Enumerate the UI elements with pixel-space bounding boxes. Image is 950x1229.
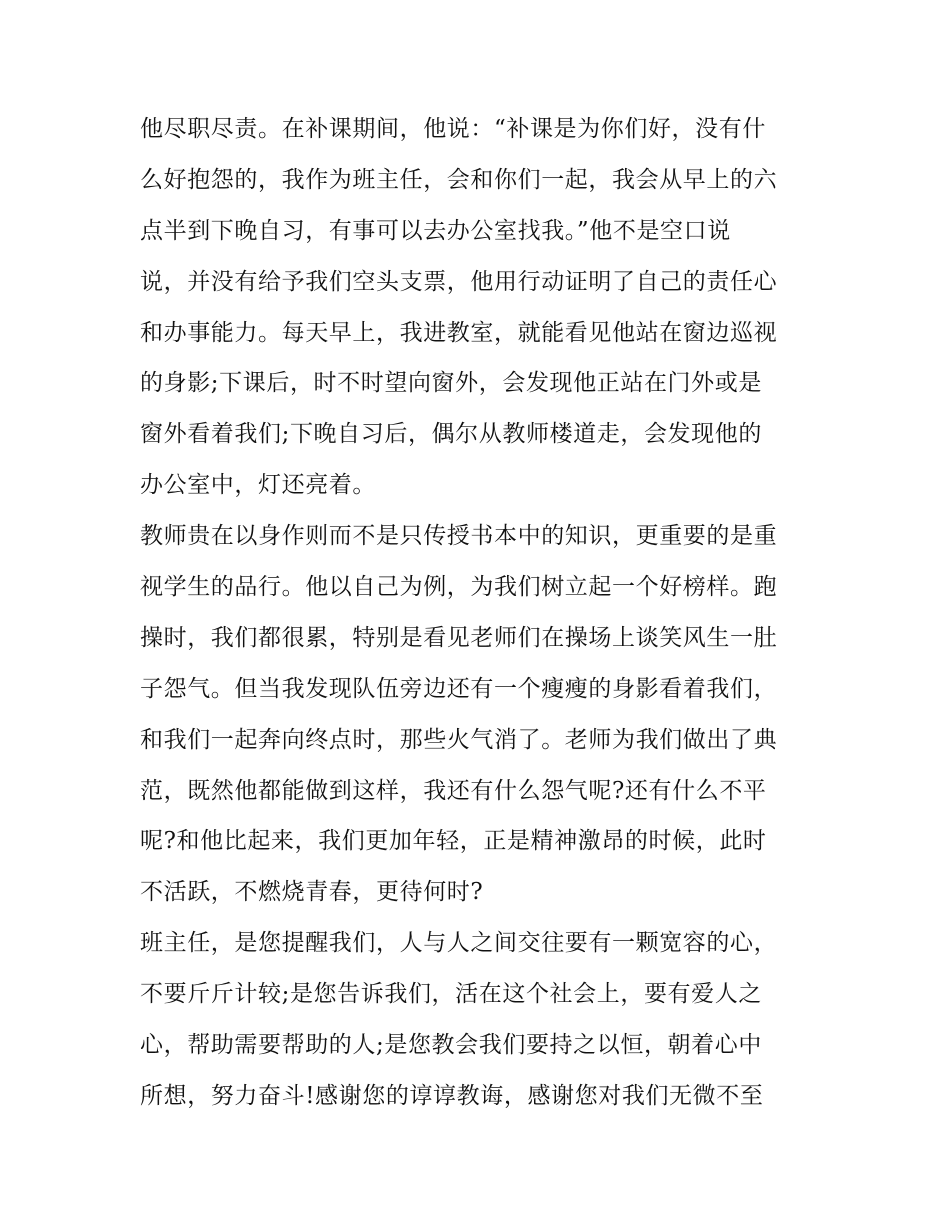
text-line: 点半到下晚自习，有事可以去办公室找我。”他不是空口说	[140, 217, 731, 244]
text-line: 办公室中，灯还亮着。	[140, 472, 376, 499]
text-line: 范，既然他都能做到这样，我还有什么怨气呢?还有什么不平	[140, 777, 767, 804]
text-line: 心，帮助需要帮助的人;是您教会我们要持之以恒，朝着心中	[140, 1032, 762, 1059]
text-line: 他尽职尽责。在补课期间，他说：“补课是为你们好，没有什	[140, 116, 766, 142]
text-line: 和办事能力。每天早上，我进教室，就能看见他站在窗边巡视	[140, 319, 778, 346]
text-line: 么好抱怨的，我作为班主任，会和你们一起，我会从早上的六	[140, 166, 778, 193]
text-line: 呢?和他比起来，我们更加年轻，正是精神激昂的时候，此时	[140, 828, 767, 855]
body-text	[140, 104, 840, 1122]
text-line: 视学生的品行。他以自己为例，为我们树立起一个好榜样。跑	[140, 574, 778, 601]
text-line: 所想，努力奋斗!感谢您的谆谆教诲，感谢您对我们无微不至	[140, 1082, 764, 1109]
text-line: 窗外看着我们;下晚自习后，偶尔从教师楼道走，会发现他的	[140, 421, 762, 448]
text-line: 不要斤斤计较;是您告诉我们，活在这个社会上，要有爱人之	[140, 981, 762, 1008]
text-line: 和我们一起奔向终点时，那些火气消了。老师为我们做出了典	[140, 726, 778, 753]
text-line: 的身影;下课后，时不时望向窗外，会发现他正站在门外或是	[140, 370, 762, 397]
text-line: 教师贵在以身作则而不是只传授书本中的知识，更重要的是重	[140, 523, 778, 550]
text-line: 操时，我们都很累，特别是看见老师们在操场上谈笑风生一肚	[140, 624, 778, 651]
text-line: 子怨气。但当我发现队伍旁边还有一个瘦瘦的身影看着我们，	[140, 675, 778, 702]
text-line: 说，并没有给予我们空头支票，他用行动证明了自己的责任心	[140, 268, 778, 295]
text-line: 不活跃，不燃烧青春，更待何时?	[140, 879, 484, 906]
text-line: 班主任，是您提醒我们，人与人之间交往要有一颗宽容的心，	[140, 930, 778, 957]
